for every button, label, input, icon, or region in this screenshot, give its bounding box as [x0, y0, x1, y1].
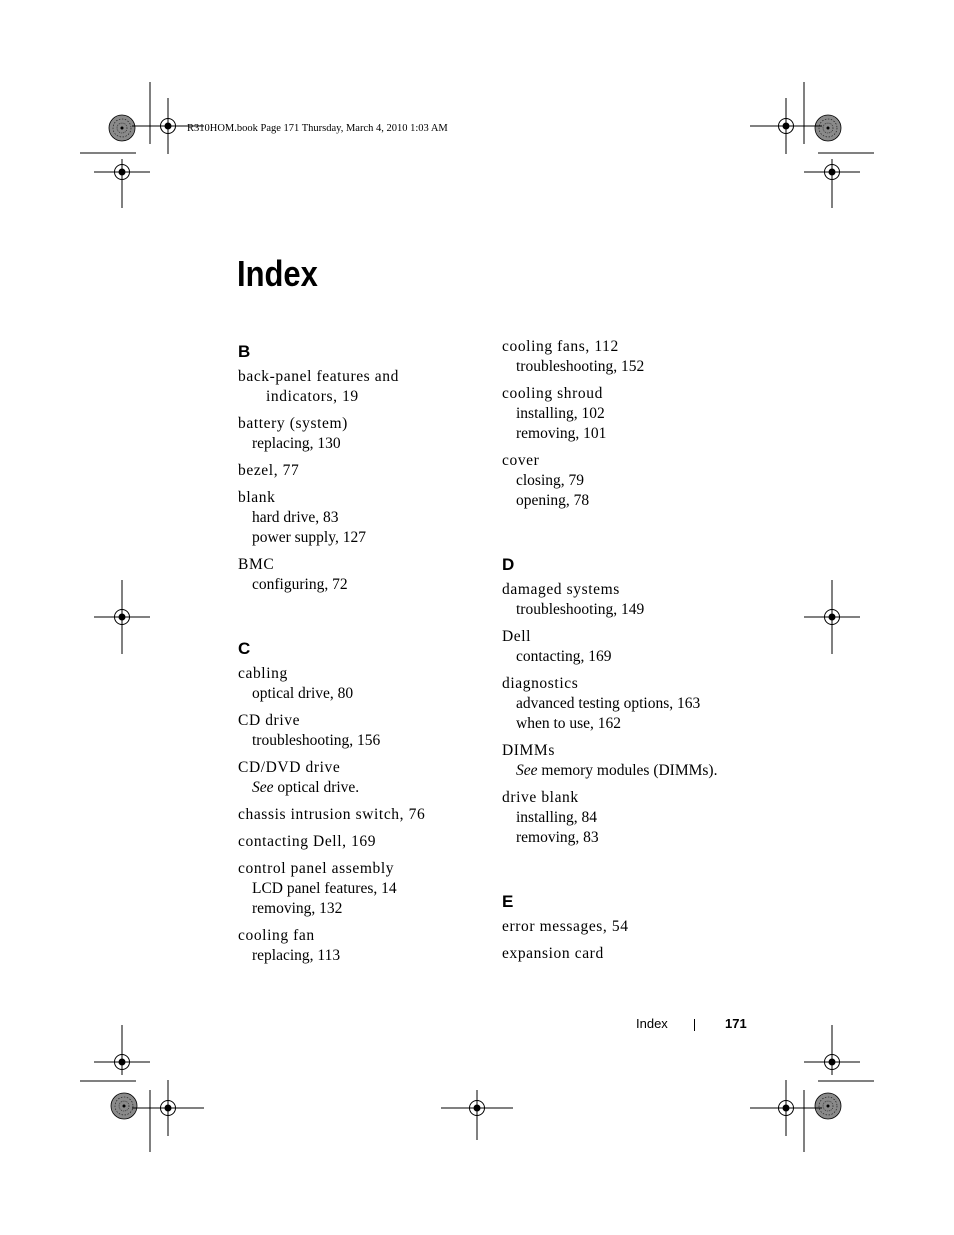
index-subentry-text: troubleshooting, 152	[516, 358, 645, 375]
index-term: blank	[238, 489, 276, 506]
index-entry	[238, 367, 488, 407]
index-entry	[238, 555, 488, 595]
index-entry	[238, 926, 488, 966]
index-subentry	[238, 508, 488, 528]
index-entry	[502, 741, 752, 781]
see-reference: See	[252, 779, 274, 796]
index-subentry-text: contacting, 169	[516, 648, 612, 665]
index-term: BMC	[238, 556, 275, 573]
index-subentry-text: LCD panel features, 14	[252, 880, 397, 897]
index-subentry-text: configuring, 72	[252, 576, 348, 593]
index-subentry	[238, 946, 488, 966]
index-term: drive blank	[502, 789, 579, 806]
index-term: cooling fan	[238, 927, 315, 944]
index-term: error messages, 54	[502, 918, 629, 935]
index-subentry	[502, 694, 752, 714]
index-entry	[502, 944, 752, 964]
index-term-continuation: indicators, 19	[266, 388, 359, 405]
index-subentry	[238, 879, 488, 899]
index-subentry-text: hard drive, 83	[252, 509, 339, 526]
index-subentry	[502, 828, 752, 848]
index-entry	[502, 580, 752, 620]
index-subentry-text: troubleshooting, 156	[252, 732, 381, 749]
book-header-slug: R310HOM.book Page 171 Thursday, March 4, 2010 1:03 AM	[187, 123, 448, 134]
footer-separator	[694, 1019, 695, 1031]
index-subentry-text: removing, 101	[516, 425, 607, 442]
index-entry	[238, 805, 488, 825]
index-subentry-text: troubleshooting, 149	[516, 601, 645, 618]
index-subentry	[238, 434, 488, 454]
index-section-letter: E	[502, 892, 514, 911]
index-term: CD drive	[238, 712, 301, 729]
index-subentry	[502, 761, 752, 781]
index-subentry	[238, 731, 488, 751]
index-term: Dell	[502, 628, 532, 645]
index-term: cabling	[238, 665, 288, 682]
index-term: damaged systems	[502, 581, 620, 598]
index-entry	[502, 384, 752, 444]
index-subentry-text: power supply, 127	[252, 529, 366, 546]
index-section-letter: B	[238, 342, 251, 361]
index-subentry-text: closing, 79	[516, 472, 585, 489]
index-entry	[238, 664, 488, 704]
index-subentry	[502, 424, 752, 444]
index-term: expansion card	[502, 945, 604, 962]
index-subentry	[238, 684, 488, 704]
index-subentry	[502, 647, 752, 667]
index-term: battery (system)	[238, 415, 348, 432]
index-subentry	[502, 404, 752, 424]
index-entry	[502, 674, 752, 734]
index-term: cover	[502, 452, 540, 469]
index-entry	[502, 451, 752, 511]
footer-page-number: 171	[725, 1016, 747, 1031]
index-subentry	[238, 575, 488, 595]
index-column-right	[502, 337, 752, 971]
index-entry	[238, 711, 488, 751]
index-subentry-text: installing, 84	[516, 809, 597, 826]
index-entry	[502, 337, 752, 377]
index-subentry	[238, 528, 488, 548]
index-entry	[238, 832, 488, 852]
index-subentry-text: advanced testing options, 163	[516, 695, 701, 712]
index-subentry	[502, 471, 752, 491]
index-subentry	[502, 600, 752, 620]
index-section-letter: D	[502, 555, 515, 574]
index-subentry	[238, 899, 488, 919]
index-term: diagnostics	[502, 675, 579, 692]
index-subentry	[502, 714, 752, 734]
index-subentry-text: removing, 83	[516, 829, 599, 846]
page-title: Index	[237, 253, 318, 294]
footer-section-label: Index	[636, 1016, 668, 1031]
index-term: chassis intrusion switch, 76	[238, 806, 426, 823]
index-subentry	[502, 357, 752, 377]
index-subentry-text: installing, 102	[516, 405, 605, 422]
see-reference: See	[516, 762, 538, 779]
index-entry	[502, 917, 752, 937]
index-term: contacting Dell, 169	[238, 833, 377, 850]
index-entry	[238, 859, 488, 919]
index-entry	[238, 488, 488, 548]
index-entry	[238, 758, 488, 798]
index-term: DIMMs	[502, 742, 555, 759]
index-term: bezel, 77	[238, 462, 300, 479]
index-entry	[502, 788, 752, 848]
index-term: cooling fans, 112	[502, 338, 619, 355]
index-subentry-text: optical drive.	[277, 779, 360, 796]
index-subentry	[502, 491, 752, 511]
index-term: back-panel features and	[238, 368, 399, 385]
index-entry	[238, 414, 488, 454]
index-subentry-text: replacing, 130	[252, 435, 341, 452]
index-subentry-text: when to use, 162	[516, 715, 622, 732]
index-term: control panel assembly	[238, 860, 395, 877]
index-subentry-text: opening, 78	[516, 492, 590, 509]
index-entry	[238, 461, 488, 481]
index-entry	[502, 627, 752, 667]
index-column-left	[238, 337, 488, 973]
index-term: cooling shroud	[502, 385, 603, 402]
index-section-letter: C	[238, 639, 251, 658]
index-subentry	[238, 778, 488, 798]
index-term: CD/DVD drive	[238, 759, 341, 776]
index-subentry-text: optical drive, 80	[252, 685, 354, 702]
index-subentry-text: replacing, 113	[252, 947, 341, 964]
index-subentry-text: memory modules (DIMMs).	[541, 762, 718, 779]
index-subentry	[502, 808, 752, 828]
index-subentry-text: removing, 132	[252, 900, 343, 917]
